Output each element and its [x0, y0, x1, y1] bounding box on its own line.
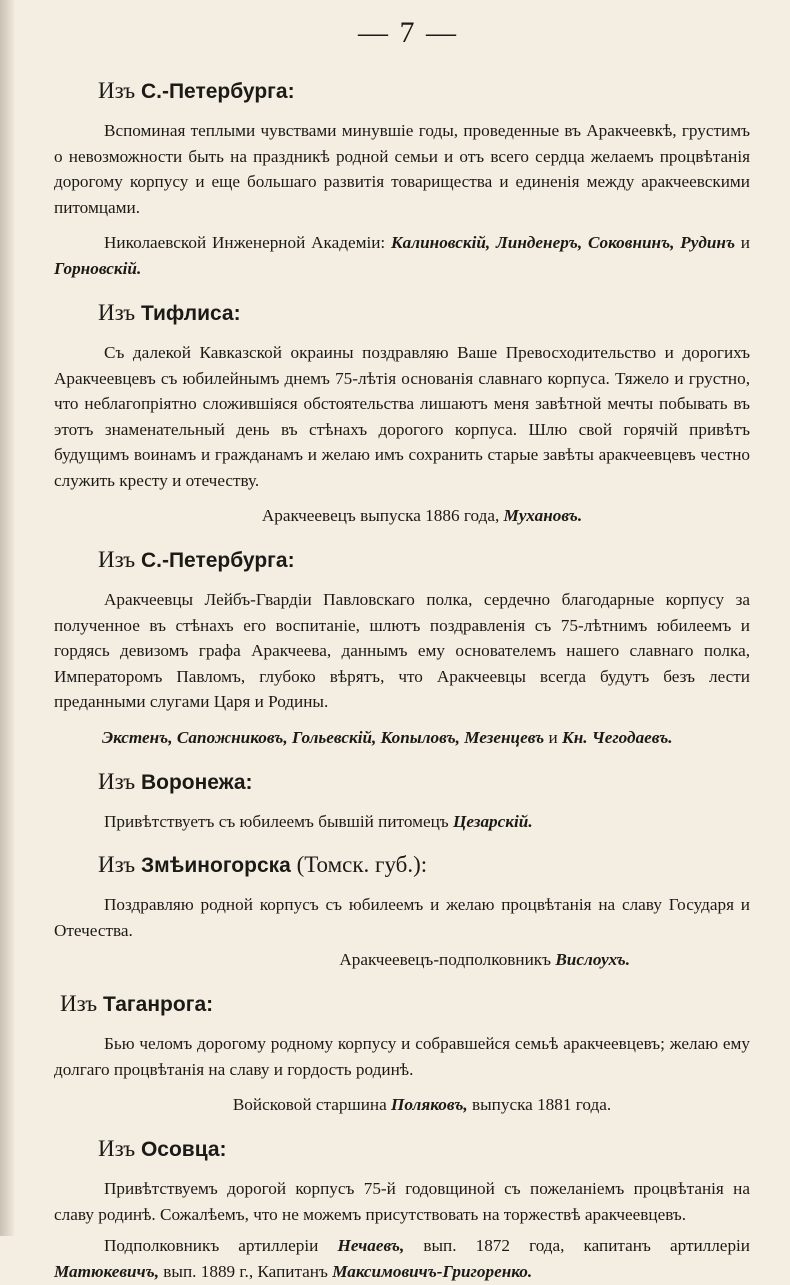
city-name: Тифлиса: — [140, 302, 241, 325]
message-text: Аракчеевцы Лейбъ-Гвардіи Павловскаго полка, сердечно благодарные корпусу за полученное въ стѣнахъ его воспитаніе, шлютъ поздравленія съ 75-лѣтнимъ юбилеемъ и гордясь девизомъ графа Аракчеева, даннымъ ему основателемъ нашего славнаго полка, Императоромъ Павломъ, глубоко вѣрятъ, что Аракчеевцы всегда будутъ безъ лести преданными слугами Царя и Родины. — [54, 590, 750, 711]
section-zmeinogorsk — [54, 852, 750, 973]
city-name: Змѣиногорска — [140, 854, 291, 877]
section-osovets — [54, 1136, 750, 1285]
section-tiflis — [54, 300, 750, 529]
page-binding-edge — [0, 0, 14, 1236]
section-heading: Изъ Тифлиса: — [98, 300, 241, 325]
signature: Подполковникъ артиллеріи Нечаевъ, вып. 1872 года, капитанъ артиллеріи Матюкевичъ, вып. 1889 г., Капитанъ Максимовичъ-Григоренко. — [54, 1236, 751, 1281]
city-name: С.-Петербурга: — [140, 80, 295, 103]
section-heading: Изъ Осовца: — [98, 1136, 227, 1161]
section-heading: Изъ Змѣиногорска (Томск. губ.): — [98, 852, 428, 877]
message-text: Поздравляю родной корпусъ съ юбилеемъ и желаю процвѣтанія на славу Государя и Отечества. — [54, 895, 750, 940]
signature: Экстенъ, Сапожниковъ, Гольевскій, Копыловъ, Мезенцевъ и Кн. Чегодаевъ. — [102, 727, 673, 747]
city-name: Воронежа: — [140, 770, 253, 794]
city-name: Таганрога: — [102, 993, 214, 1016]
message-text: Бью челомъ дорогому родному корпусу и собравшейся семьѣ аракчеевцевъ; желаю ему долгаго процвѣтанія на славу и гордость родинѣ. — [54, 1034, 750, 1079]
signature: Николаевской Инженерной Академіи: Калиновскій, Линденеръ, Соковнинъ, Рудинъ и Горновскій. — [54, 233, 750, 278]
signature: Войсковой старшина Поляковъ, выпуска 1881 года. — [232, 1095, 612, 1114]
section-heading: Изъ Таганрога: — [60, 991, 214, 1016]
section-heading: Изъ Воронежа: — [98, 768, 253, 794]
message-text: Съ далекой Кавказской окраины поздравляю Ваше Превосходительство и дорогихъ Аракчеевцевъ съ юбилейнымъ днемъ 75-лѣтія основанія славнаго корпуса. Тяжело и грустно, что неблагопріятно сложившіяся обстоятельства лишаютъ меня завѣтной мечты побывать въ этотъ знаменательный день въ стѣнахъ дорогого корпуса. Шлю свой горячій привѣтъ будущимъ воинамъ и гражданамъ и желаю имъ сохранить старые завѣты аракчеевцевъ честно служить кресту и отечеству. — [54, 343, 750, 490]
section-heading: Изъ С.-Петербурга: — [98, 547, 295, 572]
section-voronezh — [54, 769, 750, 835]
signature: Аракчеевецъ-подполковникъ Вислоухъ. — [339, 950, 630, 969]
city-name: Осовца: — [140, 1138, 227, 1161]
section-taganrog — [54, 991, 750, 1118]
message-text: Вспоминая теплыми чувствами минувшіе годы, проведенные въ Аракчеевкѣ, грустимъ о невозможности быть на праздникѣ родной семьи и отъ всего сердца желаемъ процвѣтанія дорогому корпусу и еще большаго развитія товарищества и единенія между аракчеевскими питомцами. — [54, 121, 750, 217]
city-name: С.-Петербурга: — [140, 549, 295, 572]
section-st-petersburg-1 — [54, 78, 750, 282]
signature: Аракчеевецъ выпуска 1886 года, Мухановъ. — [261, 506, 583, 525]
section-heading: Изъ С.-Петербурга: — [98, 78, 295, 103]
section-st-petersburg-2 — [54, 547, 750, 751]
message-text: Привѣтствуетъ съ юбилеемъ бывшій питомецъ Цезарскій. — [104, 811, 533, 831]
message-text: Привѣтствуемъ дорогой корпусъ 75-й годовщиной съ пожеланіемъ процвѣтанія на славу родинѣ. Сожалѣемъ, что не можемъ присутствовать на торжествѣ аракчеевцевъ. — [54, 1179, 750, 1224]
page-number: — 7 — — [358, 16, 458, 49]
